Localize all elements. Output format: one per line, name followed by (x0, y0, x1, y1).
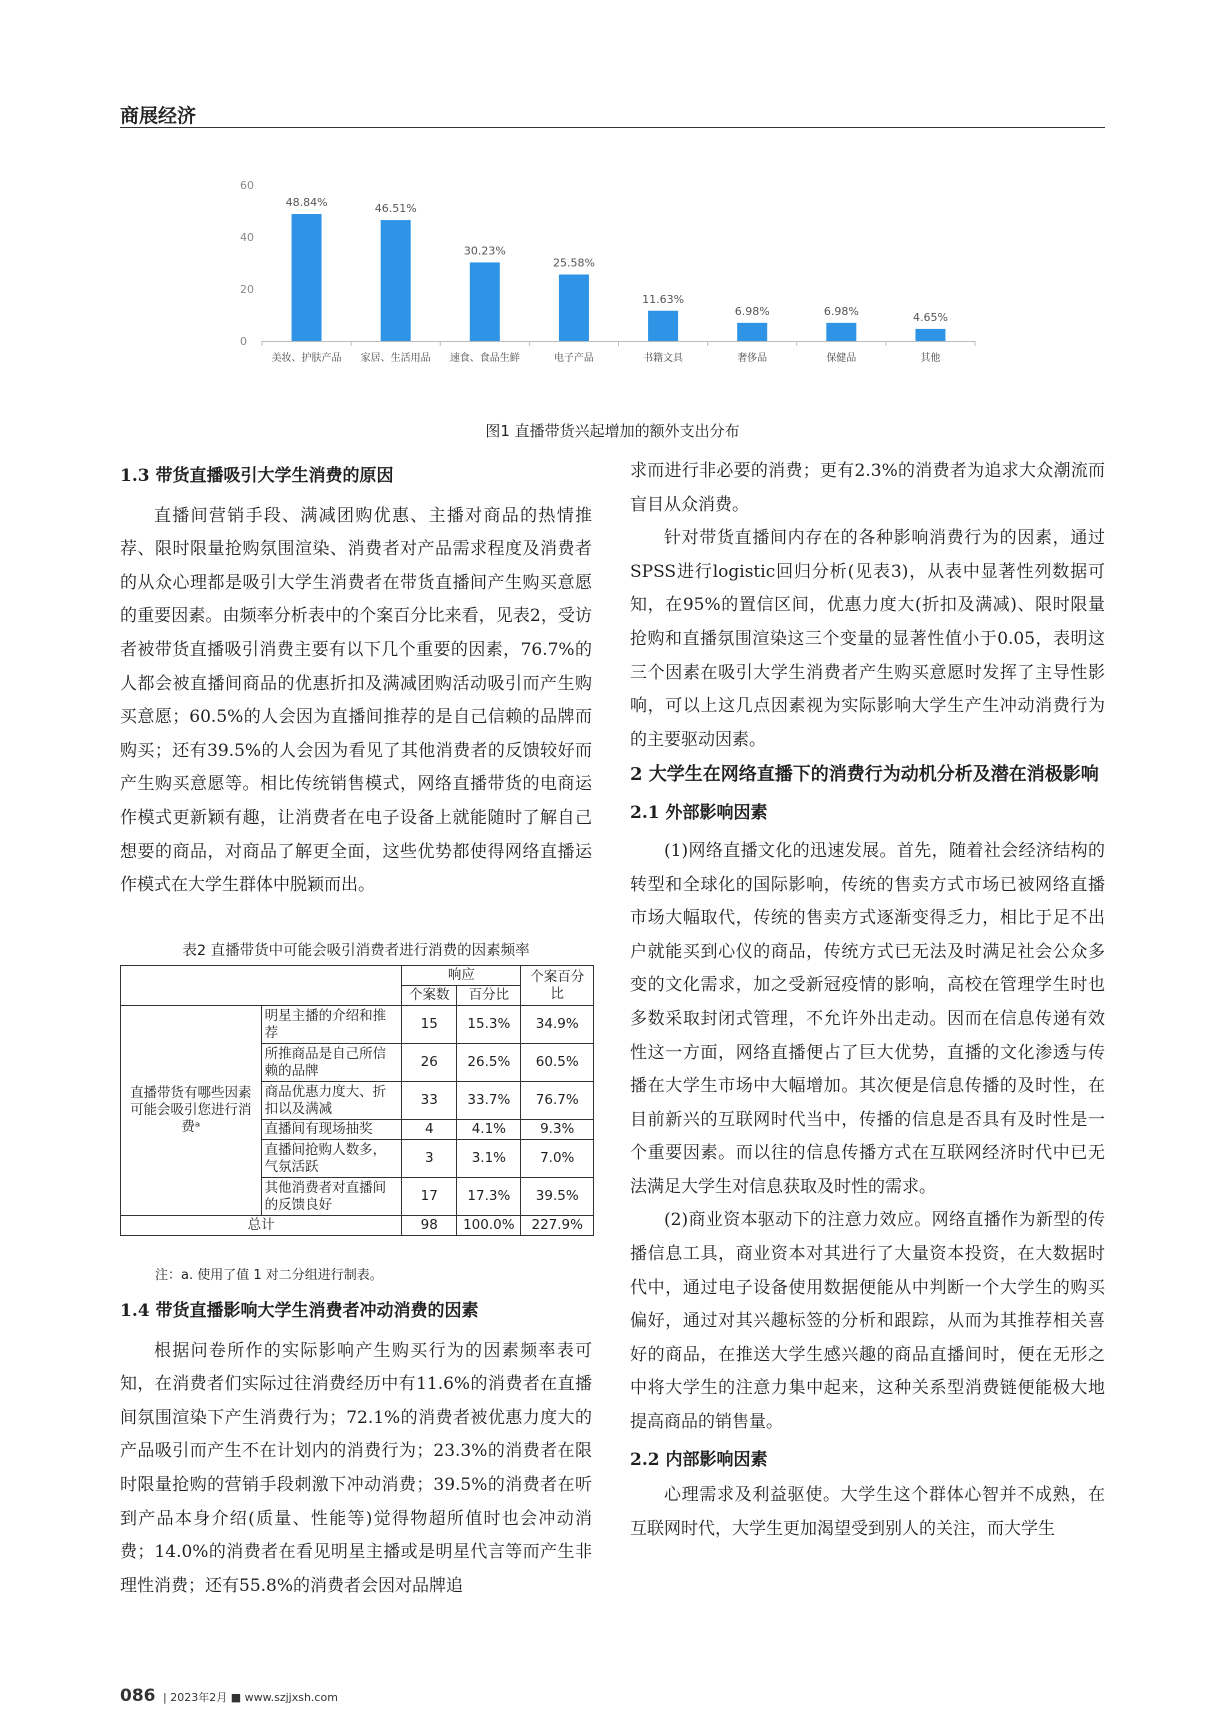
section-1-3-title: 1.3 带货直播吸引大学生消费的原因 (120, 466, 394, 486)
row-percent: 15.3% (457, 1006, 521, 1044)
header-count: 个案数 (402, 986, 457, 1006)
y-tick-label: 20 (240, 283, 254, 296)
section-2-1-para2: (2)商业资本驱动下的注意力效应。网络直播作为新型的传播信息工具，商业资本对其进行了大量资本投资，在大数据时代中，通过电子设备使用数据便能从中判断一个大学生的购买偏好，通过对其兴趣标签的分析和跟踪，从而为其推荐相关喜好的商品，在推送大学生感兴趣的商品直播间时，便在无形之中将大学生的注意力集中起来，这种关系型消费链便能极大地提高商品的销售量。 (630, 1210, 1105, 1433)
row-label: 商品优惠力度大、折扣以及满减 (261, 1082, 402, 1120)
bar-data-label: 48.84% (285, 196, 328, 210)
row-label: 明星主播的介绍和推荐 (261, 1006, 402, 1044)
x-category-label: 美妆、护肤产品 (271, 353, 342, 364)
bar-data-label: 11.63% (642, 292, 685, 306)
y-tick-label: 40 (240, 231, 254, 244)
bar-data-label: 46.51% (374, 202, 417, 216)
x-category-label: 其他 (920, 353, 941, 364)
row-case-percent: 7.0% (521, 1140, 594, 1178)
row-count: 33 (402, 1082, 457, 1120)
bar (470, 262, 500, 341)
bar (826, 323, 856, 341)
y-tick-label: 60 (240, 179, 254, 192)
section-2-1-para1: (1)网络直播文化的迅速发展。首先，随着社会经济结构的转型和全球化的国际影响，传统的售卖方式市场已被网络直播市场大幅取代，传统的售卖方式逐渐变得乏力，相比于足不出户就能买到心仪的商品，传统方式已无法及时满足社会公众多变的文化需求，加之受新冠疫情的影响，高校在管理学生时也多数采取封闭式管理，不允许外出走动。因而在信息传递有效性这一方面，网络直播便占了巨大优势，直播的文化渗透与传播在大学生市场中大幅增加。其次便是信息传播的及时性，在目前新兴的互联网时代当中，传播的信息是否具有及时性是一个重要因素。而以往的信息传播方式在互联网经济时代中已无法满足大学生对信息获取及时性的需求。 (630, 840, 1105, 1197)
row-percent: 26.5% (457, 1044, 521, 1082)
left-column-top (120, 460, 592, 903)
left-column-bottom (120, 1295, 592, 1603)
section-1-3-body: 直播间营销手段、满减团购优惠、主播对商品的热情推荐、限时限量抢购氛围渲染、消费者对产品需求程度及消费者的从众心理都是吸引大学生消费者在带货直播间产生购买意愿的重要因素。由频率分析表中的个案百分比来看，见表2，受访者被带货直播吸引消费主要有以下几个重要的因素，76.7%的人都会被直播间商品的优惠折扣及满减团购活动吸引而产生购买意愿；60.5%的人会因为直播间推荐的是自己信赖的品牌而购买；还有39.5%的人会因为看见了其他消费者的反馈较好而产生购买意愿等。相比传统销售模式，网络直播带货的电商运作模式更新颖有趣，让消费者在电子设备上就能随时了解自己想要的商品，对商品了解更全面，这些优势都使得网络直播运作模式在大学生群体中脱颖而出。 (120, 505, 592, 896)
table-row (121, 1006, 594, 1044)
bar-data-label: 25.58% (552, 256, 595, 270)
row-case-percent: 9.3% (521, 1120, 594, 1140)
row-case-percent: 34.9% (521, 1006, 594, 1044)
section-1-4-body: 根据问卷所作的实际影响产生购买行为的因素频率表可知，在消费者们实际过往消费经历中有11.6%的消费者在直播间氛围渲染下产生消费行为；72.1%的消费者被优惠力度大的产品吸引而产生不在计划内的消费行为；23.3%的消费者在限时限量抢购的营销手段刺激下冲动消费；39.5%的消费者在听到产品本身介绍(质量、性能等)觉得物超所值时也会冲动消费；14.0%的消费者在看见明星主播或是明星代言等而产生非理性消费；还有55.8%的消费者会因对品牌追 (120, 1340, 592, 1596)
row-count: 3 (402, 1140, 457, 1178)
row-percent: 17.3% (457, 1178, 521, 1216)
x-category-label: 奢侈品 (737, 353, 768, 364)
bar (381, 220, 411, 341)
row-case-percent: 39.5% (521, 1178, 594, 1216)
total-label: 总计 (121, 1216, 402, 1236)
table-corner-cell (121, 966, 402, 1006)
total-case-percent: 227.9% (521, 1216, 594, 1236)
right-column (630, 455, 1105, 1546)
table-total-row (121, 1216, 594, 1236)
journal-title: 商展经济 (120, 105, 197, 127)
table2-note: 注：a. 使用了值 1 对二分组进行制表。 (155, 1268, 383, 1283)
header-case-percent: 个案百分比 (521, 966, 594, 1006)
row-case-percent: 76.7% (521, 1082, 594, 1120)
header-percent: 百分比 (457, 986, 521, 1006)
section-2-2-para: 心理需求及利益驱使。大学生这个群体心智并不成熟，在互联网时代，大学生更加渴望受到别人的关注，而大学生 (630, 1485, 1105, 1539)
bar (915, 329, 945, 341)
x-category-label: 保健品 (826, 353, 857, 364)
table2-caption: 表2 直播带货中可能会吸引消费者进行消费的因素频率 (182, 943, 530, 959)
row-count: 17 (402, 1178, 457, 1216)
footer-square-icon: ■ (230, 1691, 242, 1704)
table-header-row (121, 966, 594, 986)
footer-date: 2023年2月 (170, 1691, 228, 1704)
footer-site: www.szjjxsh.com (244, 1691, 338, 1704)
x-category-label: 书籍文具 (643, 353, 684, 364)
row-percent: 3.1% (457, 1140, 521, 1178)
section-2-1-title: 2.1 外部影响因素 (630, 803, 768, 824)
row-label: 所推商品是自己所信赖的品牌 (261, 1044, 402, 1082)
bar (648, 311, 678, 341)
row-percent: 4.1% (457, 1120, 521, 1140)
row-label: 直播间抢购人数多，气氛活跃 (261, 1140, 402, 1178)
bar-data-label: 4.65% (912, 310, 948, 324)
row-percent: 33.7% (457, 1082, 521, 1120)
table2-frequency (120, 965, 594, 1236)
figure1-bar-chart (240, 175, 985, 405)
header-response: 响应 (402, 966, 521, 986)
x-category-label: 家居、生活用品 (360, 353, 431, 364)
figure1-caption: 图1 直播带货兴起增加的额外支出分布 (485, 422, 740, 440)
bar (292, 214, 322, 341)
bar (559, 274, 589, 341)
row-case-percent: 60.5% (521, 1044, 594, 1082)
section-2-title: 2 大学生在网络直播下的消费行为动机分析及潜在消极影响 (630, 764, 1099, 786)
header-rule (120, 127, 1105, 128)
row-count: 26 (402, 1044, 457, 1082)
row-label: 其他消费者对直播间的反馈良好 (261, 1178, 402, 1216)
row-group-label: 直播带货有哪些因素可能会吸引您进行消费ᵃ (121, 1006, 262, 1216)
row-count: 4 (402, 1120, 457, 1140)
bar-data-label: 6.98% (823, 304, 859, 318)
bar-data-label: 6.98% (734, 304, 770, 318)
footer-separator: | (163, 1691, 167, 1704)
page-footer (120, 1686, 338, 1706)
total-count: 98 (402, 1216, 457, 1236)
x-category-label: 电子产品 (553, 353, 594, 364)
bar (737, 323, 767, 341)
total-percent: 100.0% (457, 1216, 521, 1236)
x-category-label: 速食、食品生鲜 (449, 353, 520, 364)
page-number: 086 (120, 1686, 156, 1706)
spss-paragraph: 针对带货直播间内存在的各种影响消费行为的因素，通过SPSS进行logistic回归分析(见表3)，从表中显著性列数据可知，在95%的置信区间，优惠力度大(折扣及满减)、限时限量抢购和直播氛围渲染这三个变量的显著性值小于0.05，表明这三个因素在吸引大学生消费者产生购买意愿时发挥了主导性影响，可以上这几点因素视为实际影响大学生产生冲动消费行为的主要驱动因素。 (630, 528, 1105, 750)
row-label: 直播间有现场抽奖 (261, 1120, 402, 1140)
bar-data-label: 30.23% (463, 244, 506, 258)
y-tick-label: 0 (240, 335, 247, 348)
section-2-2-title: 2.2 内部影响因素 (630, 1449, 768, 1470)
section-1-4-title: 1.4 带货直播影响大学生消费者冲动消费的因素 (120, 1301, 479, 1321)
continued-paragraph: 求而进行非必要的消费；更有2.3%的消费者为追求大众潮流而盲目从众消费。 (630, 461, 1105, 515)
row-count: 15 (402, 1006, 457, 1044)
